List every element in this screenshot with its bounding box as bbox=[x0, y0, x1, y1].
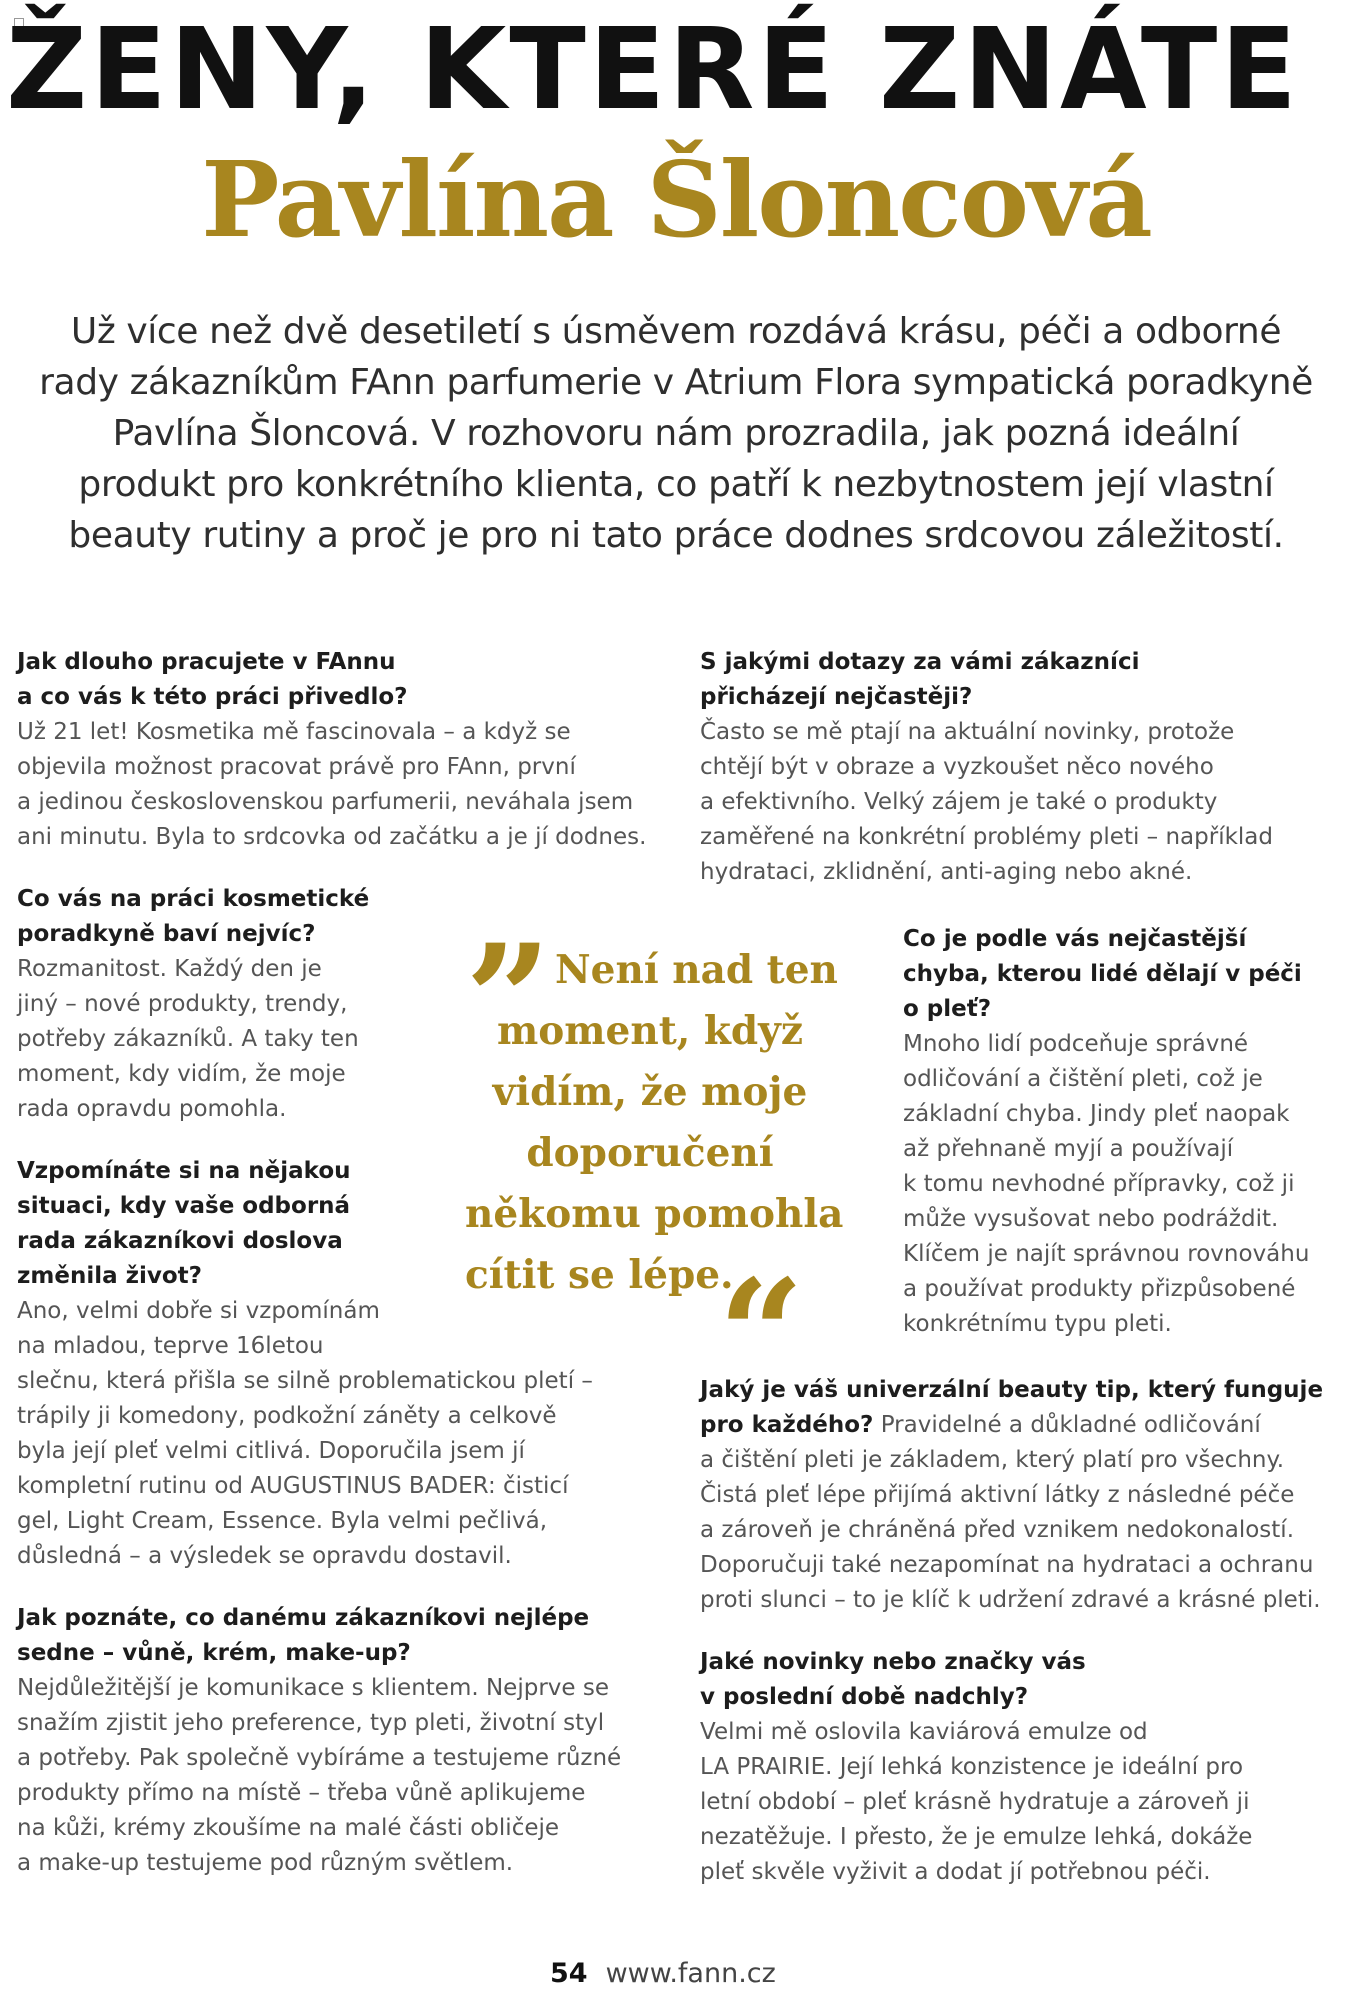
page-number: 54 bbox=[550, 1958, 588, 1989]
lead-line: rady zákazníkům FAnn parfumerie v Atrium Flora sympatická poradkyně bbox=[39, 362, 1313, 403]
footer-url[interactable]: www.fann.cz bbox=[605, 1958, 776, 1989]
answer-line: na kůži, krémy zkoušíme na malé části obličeje bbox=[17, 1815, 560, 1841]
question bbox=[700, 1373, 1345, 1408]
answer-line: pleť skvěle vyživit a dodat jí potřebnou péči. bbox=[700, 1859, 1211, 1885]
answer-line: Čistá pleť lépe přijímá aktivní látky z následné péče bbox=[700, 1482, 1295, 1508]
question-line: Jak dlouho pracujete v FAnnu bbox=[17, 649, 396, 675]
question-line: a co vás k této práci přivedlo? bbox=[17, 684, 408, 710]
answer bbox=[17, 1294, 667, 1574]
answer-line: a potřeby. Pak společně vybíráme a testujeme různé bbox=[17, 1745, 622, 1771]
answer-line: nezatěžuje. I přesto, že je emulze lehká, dokáže bbox=[700, 1824, 1253, 1850]
right-column-top bbox=[700, 645, 1340, 917]
answer-line: Často se mě ptají na aktuální novinky, protože bbox=[700, 719, 1235, 745]
qa-block bbox=[700, 1373, 1345, 1618]
answer-line: a make-up testujeme pod různým světlem. bbox=[17, 1850, 514, 1876]
answer-line: proti slunci – to je klíč k udržení zdravé a krásné pleti. bbox=[700, 1587, 1321, 1613]
pull-quote-line: doporučení bbox=[526, 1130, 774, 1176]
answer-line: gel, Light Cream, Essence. Byla velmi pečlivá, bbox=[17, 1508, 548, 1534]
question-line: v poslední době nadchly? bbox=[700, 1684, 1029, 1710]
question-line: pro každého? bbox=[700, 1412, 874, 1438]
answer bbox=[700, 1443, 1345, 1618]
question-line: S jakými dotazy za vámi zákazníci bbox=[700, 649, 1140, 675]
answer-line: zaměřené na konkrétní problémy pleti – například bbox=[700, 824, 1273, 850]
answer-line: kompletní rutinu od AUGUSTINUS BADER: čisticí bbox=[17, 1473, 569, 1499]
question bbox=[700, 1645, 1345, 1715]
answer-line: a čištění pleti je základem, který platí pro všechny. bbox=[700, 1447, 1285, 1473]
question-line: sedne – vůně, krém, make-up? bbox=[17, 1640, 411, 1666]
question-line: přicházejí nejčastěji? bbox=[700, 684, 973, 710]
question-line: Vzpomínáte si na nějakou bbox=[17, 1158, 351, 1184]
qa-block bbox=[700, 1645, 1345, 1890]
answer-line: a jedinou československou parfumerii, neváhala jsem bbox=[17, 789, 634, 815]
question-line: Jak poznáte, co danému zákazníkovi nejlépe bbox=[17, 1605, 590, 1631]
question-line: rada zákazníkovi doslova bbox=[17, 1228, 343, 1254]
pull-quote-line: moment, když bbox=[497, 1008, 803, 1054]
answer-line: k tomu nevhodné přípravky, což ji bbox=[903, 1171, 1295, 1197]
answer bbox=[17, 1671, 667, 1881]
close-quote-mark-icon: “ bbox=[718, 1247, 805, 1423]
question-line: Co vás na práci kosmetické bbox=[17, 886, 370, 912]
qa-block bbox=[17, 645, 667, 855]
question-line: Co je podle vás nejčastější bbox=[903, 926, 1247, 952]
answer-line: slečnu, která přišla se silně problematickou pletí – bbox=[17, 1368, 593, 1394]
pull-quote-line: cítit se lépe. bbox=[465, 1252, 734, 1298]
answer-line: jiný – nové produkty, trendy, bbox=[17, 991, 348, 1017]
answer-line: produkty přímo na místě – třeba vůně aplikujeme bbox=[17, 1780, 586, 1806]
answer-line: a používat produkty přizpůsobené bbox=[903, 1276, 1296, 1302]
lead-line: beauty rutiny a proč je pro ni tato práce dodnes srdcovou záležitostí. bbox=[68, 515, 1284, 556]
answer-line: konkrétnímu typu pleti. bbox=[903, 1311, 1172, 1337]
interviewee-name: Pavlína Šloncová bbox=[201, 138, 1151, 261]
answer-line: rada opravdu pomohla. bbox=[17, 1096, 287, 1122]
answer-line: může vysušovat nebo podráždit. bbox=[903, 1206, 1279, 1232]
question bbox=[17, 645, 667, 715]
answer-line: chtějí být v obraze a vyzkoušet něco nového bbox=[700, 754, 1214, 780]
answer bbox=[700, 1715, 1345, 1890]
lead-line: Už více než dvě desetiletí s úsměvem rozdává krásu, péči a odborné bbox=[70, 311, 1282, 352]
question-line: změnila život? bbox=[17, 1263, 203, 1289]
answer-line: Ano, velmi dobře si vzpomínám bbox=[17, 1298, 380, 1324]
open-quote-mark-icon: ” bbox=[465, 912, 552, 1088]
answer-line: hydrataci, zklidnění, anti-aging nebo akné. bbox=[700, 859, 1193, 885]
pull-quote-line: někomu pomohla bbox=[465, 1191, 844, 1237]
answer-line: ani minutu. Byla to srdcovka od začátku a je jí dodnes. bbox=[17, 824, 647, 850]
answer-line: Už 21 let! Kosmetika mě fascinovala – a když se bbox=[17, 719, 571, 745]
right-column-inset bbox=[903, 922, 1343, 1369]
lead-line: produkt pro konkrétního klienta, co patří k nezbytnostem její vlastní bbox=[78, 464, 1274, 505]
answer-line: Velmi mě oslovila kaviárová emulze od bbox=[700, 1719, 1148, 1745]
answer-line: objevila možnost pracovat právě pro FAnn, první bbox=[17, 754, 576, 780]
answer-line: Doporučuji také nezapomínat na hydrataci a ochranu bbox=[700, 1552, 1314, 1578]
question-line: o pleť? bbox=[903, 996, 992, 1022]
answer-line: trápily ji komedony, podkožní záněty a celkově bbox=[17, 1403, 557, 1429]
lead-paragraph bbox=[0, 306, 1352, 561]
answer-line: odličování a čištění pleti, což je bbox=[903, 1066, 1263, 1092]
question-line: poradkyně baví nejvíc? bbox=[17, 921, 316, 947]
question-line: situaci, kdy vaše odborná bbox=[17, 1193, 351, 1219]
question-line: Jaký je váš univerzální beauty tip, který funguje bbox=[700, 1377, 1324, 1403]
answer-line: a zároveň je chráněná před vznikem nedokonalostí. bbox=[700, 1517, 1295, 1543]
answer-line: Rozmanitost. Každý den je bbox=[17, 956, 322, 982]
answer bbox=[17, 715, 667, 855]
answer-line: Nejdůležitější je komunikace s klientem. Nejprve se bbox=[17, 1675, 609, 1701]
answer-line: byla její pleť velmi citlivá. Doporučila jsem jí bbox=[17, 1438, 525, 1464]
answer-line: LA PRAIRIE. Její lehká konzistence je ideální pro bbox=[700, 1754, 1244, 1780]
answer-line: potřeby zákazníků. A taky ten bbox=[17, 1026, 359, 1052]
answer-line: Pravidelné a důkladné odličování bbox=[873, 1412, 1261, 1438]
qa-block bbox=[700, 645, 1340, 890]
section-title: ŽENY, KTERÉ ZNÁTE bbox=[6, 5, 1300, 135]
answer-line: a efektivního. Velký zájem je také o produkty bbox=[700, 789, 1218, 815]
question-line: Jaké novinky nebo značky vás bbox=[700, 1649, 1086, 1675]
answer-line: na mladou, teprve 16letou bbox=[17, 1333, 324, 1359]
question bbox=[17, 1601, 667, 1671]
answer bbox=[700, 715, 1340, 890]
question-answer-line bbox=[700, 1408, 1345, 1443]
answer-line: letní období – pleť krásně hydratuje a zároveň ji bbox=[700, 1789, 1250, 1815]
answer-line: moment, kdy vidím, že moje bbox=[17, 1061, 346, 1087]
qa-block bbox=[903, 922, 1343, 1342]
page-footer bbox=[550, 1958, 776, 1989]
question bbox=[700, 645, 1340, 715]
right-column-bottom bbox=[700, 1373, 1345, 1917]
lead-line: Pavlína Šloncová. V rozhovoru nám prozradila, jak pozná ideální bbox=[112, 413, 1240, 454]
question-line: chyba, kterou lidé dělají v péči bbox=[903, 961, 1302, 987]
answer-line: důsledná – a výsledek se opravdu dostavil. bbox=[17, 1543, 512, 1569]
question bbox=[903, 922, 1343, 1027]
answer-line: až přehnaně myjí a používají bbox=[903, 1136, 1234, 1162]
pull-quote-line: Není nad ten bbox=[555, 947, 838, 993]
answer-line: základní chyba. Jindy pleť naopak bbox=[903, 1101, 1290, 1127]
answer bbox=[903, 1027, 1343, 1342]
answer-line: Mnoho lidí podceňuje správné bbox=[903, 1031, 1249, 1057]
answer-line: Klíčem je najít správnou rovnováhu bbox=[903, 1241, 1310, 1267]
qa-block bbox=[17, 1601, 667, 1881]
pull-quote-line: vidím, že moje bbox=[492, 1069, 808, 1115]
answer-line: snažím zjistit jeho preference, typ pleti, životní styl bbox=[17, 1710, 605, 1736]
